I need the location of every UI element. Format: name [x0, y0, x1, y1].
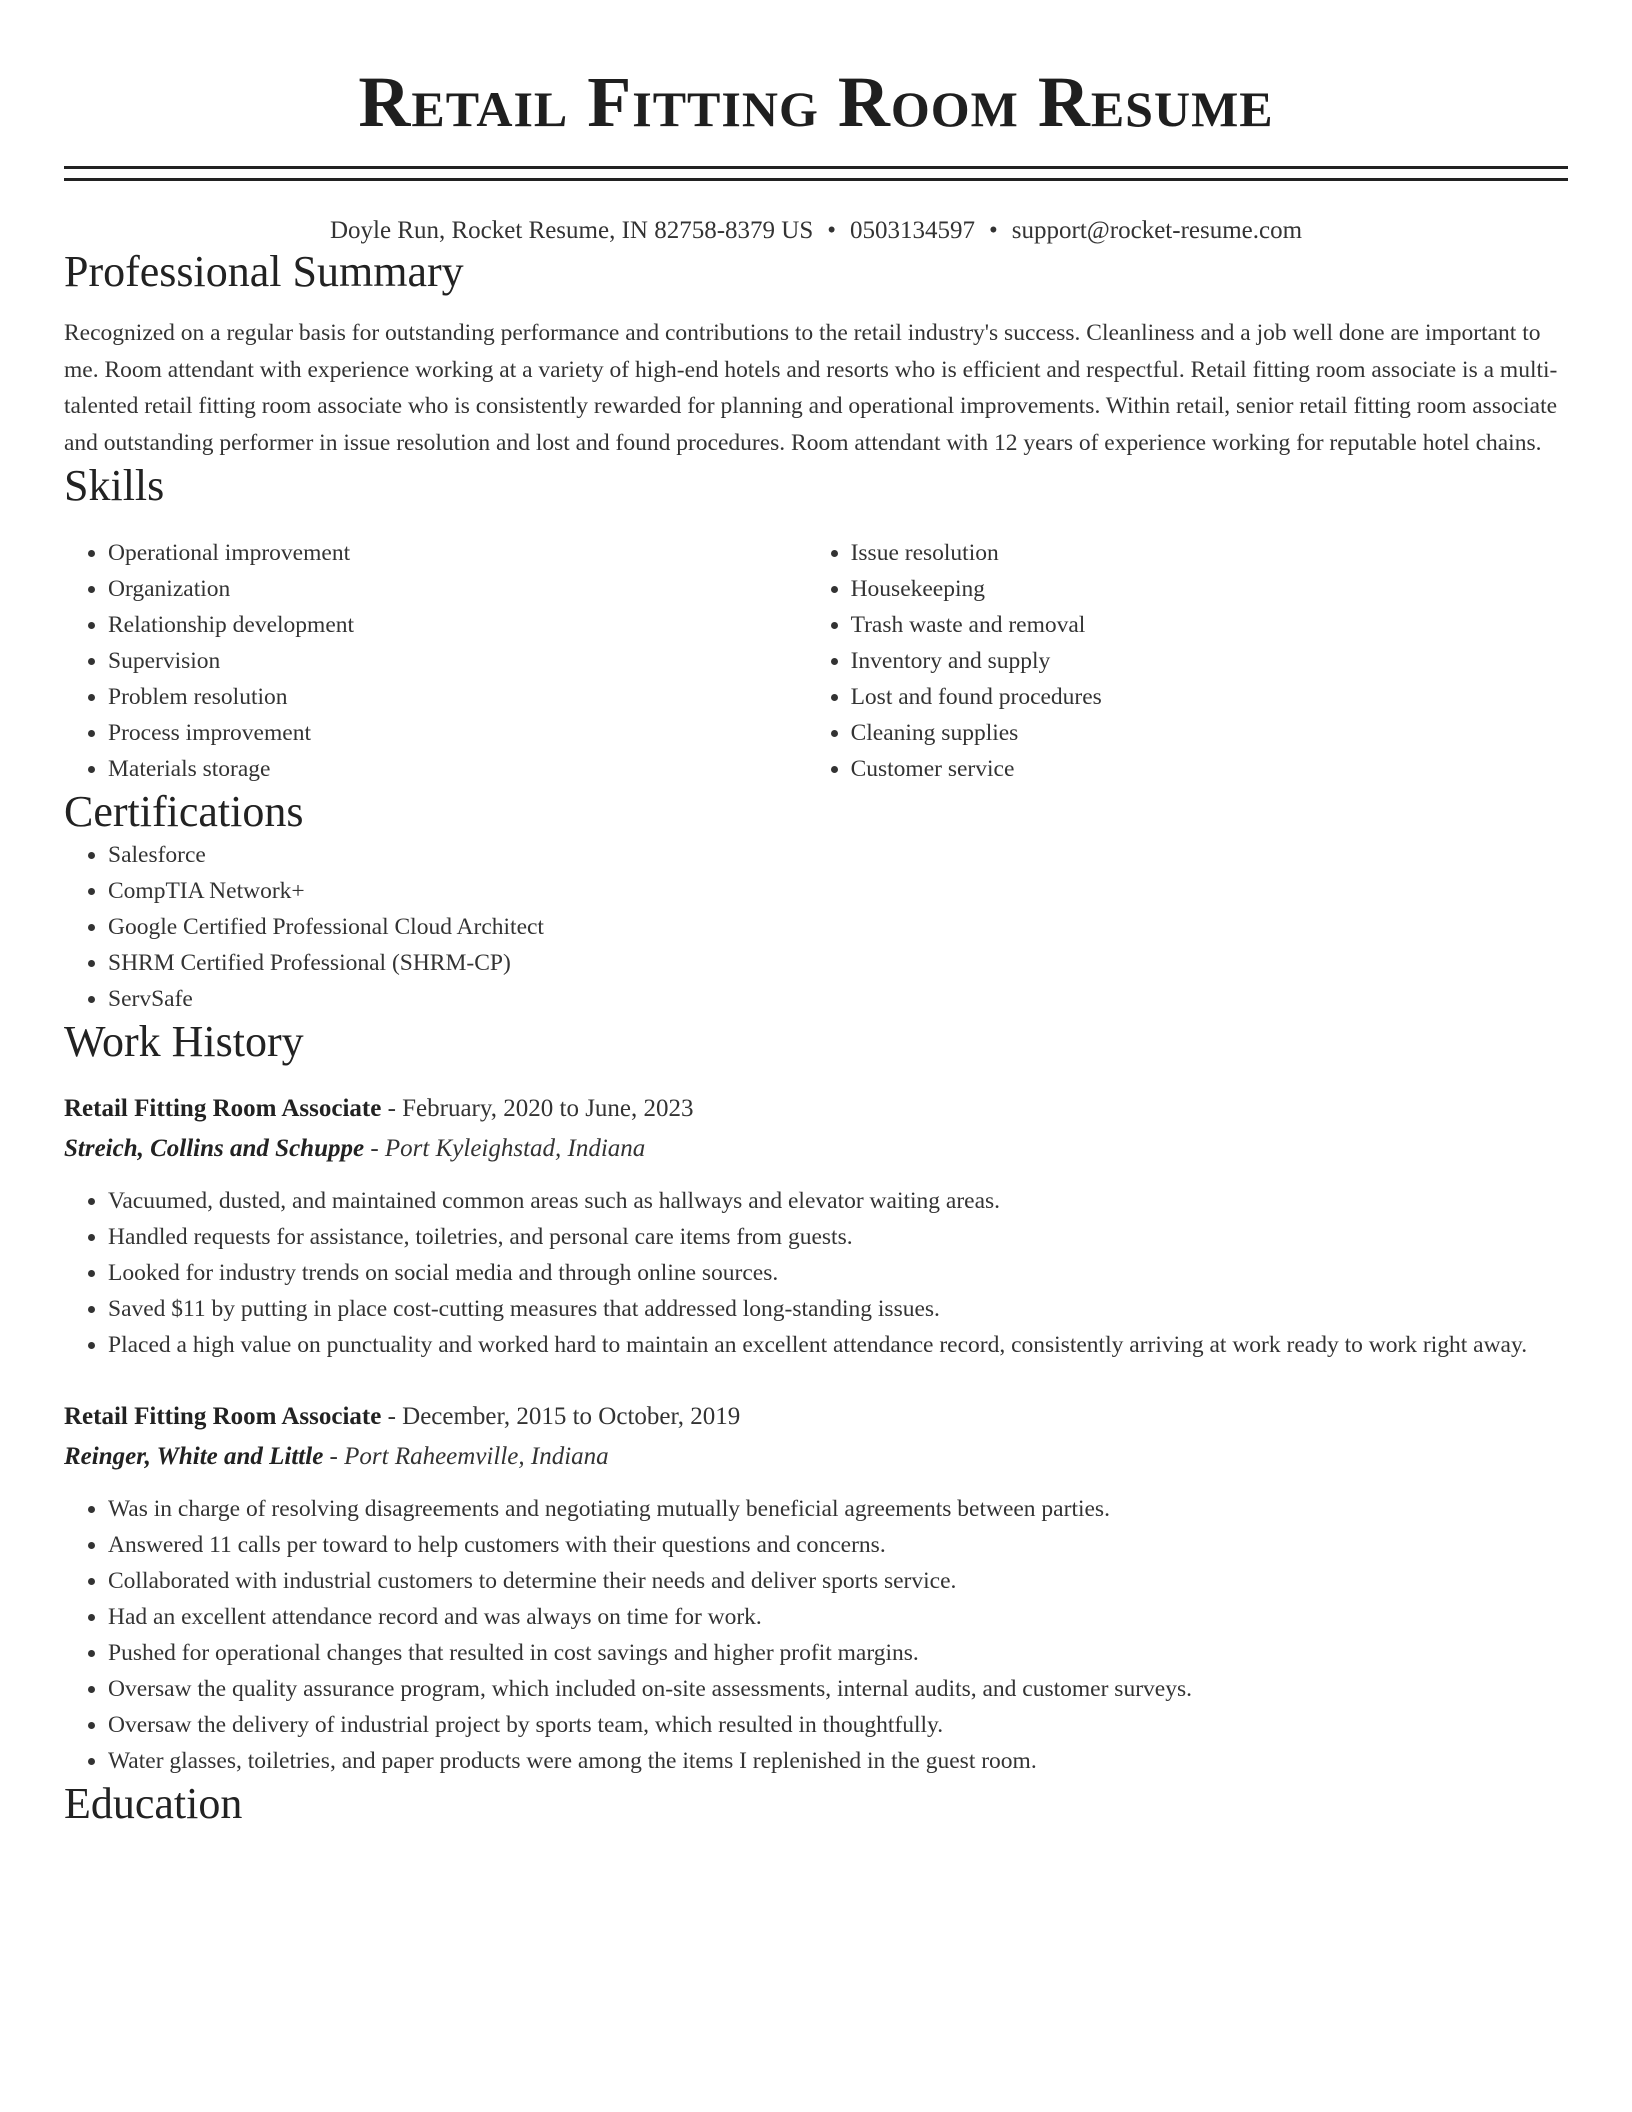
- job-company: Reinger, White and Little: [64, 1443, 324, 1470]
- job-entry: [64, 1397, 1568, 1779]
- skill-item: • Organization: [108, 571, 807, 607]
- work-history-heading: Work History: [64, 1017, 304, 1066]
- skill-item: • Problem resolution: [108, 679, 807, 715]
- job-bullet: • Looked for industry trends on social media and through online sources.: [108, 1255, 1568, 1291]
- skills-list-left: [64, 535, 807, 787]
- skill-item: • Supervision: [108, 643, 807, 679]
- job-bullet: • Answered 11 calls per toward to help customers with their questions and concerns.: [108, 1527, 1568, 1563]
- certification-item: • Google Certified Professional Cloud Architect: [108, 909, 1568, 945]
- job-title-line: [64, 1089, 1568, 1129]
- job-role: Retail Fitting Room Associate: [64, 1095, 382, 1122]
- job-title-line: [64, 1397, 1568, 1437]
- job-bullet: • Was in charge of resolving disagreements and negotiating mutually beneficial agreements between parties.: [108, 1491, 1568, 1527]
- skill-item: • Lost and found procedures: [851, 679, 1568, 715]
- skill-item: • Inventory and supply: [851, 643, 1568, 679]
- skill-item: • Process improvement: [108, 715, 807, 751]
- skill-item: • Materials storage: [108, 751, 807, 787]
- job-company-line: [64, 1437, 1568, 1477]
- skills-columns: [64, 535, 1568, 787]
- job-dates: - December, 2015 to October, 2019: [381, 1403, 741, 1430]
- certification-item: • ServSafe: [108, 981, 1568, 1017]
- job-bullet: • Pushed for operational changes that resulted in cost savings and higher profit margins.: [108, 1635, 1568, 1671]
- job-bullet: • Oversaw the quality assurance program, which included on-site assessments, internal audits, and customer surveys.: [108, 1671, 1568, 1707]
- contact-phone: 0503134597: [850, 217, 975, 244]
- contact-separator: •: [989, 217, 998, 244]
- skill-item: • Issue resolution: [851, 535, 1568, 571]
- job-company-line: [64, 1129, 1568, 1169]
- summary-heading: Professional Summary: [64, 247, 464, 296]
- contact-line: [64, 215, 1568, 247]
- skill-item: • Relationship development: [108, 607, 807, 643]
- certifications-heading: Certifications: [64, 787, 304, 836]
- job-bullet: • Placed a high value on punctuality and worked hard to maintain an excellent attendance record, consistently arriving at work ready to work right away.: [108, 1327, 1568, 1363]
- job-bullet: • Oversaw the delivery of industrial project by sports team, which resulted in thoughtfully.: [108, 1707, 1568, 1743]
- job-location: - Port Raheemville, Indiana: [323, 1443, 609, 1470]
- job-dates: - February, 2020 to June, 2023: [381, 1095, 694, 1122]
- skill-item: • Operational improvement: [108, 535, 807, 571]
- skill-item: • Customer service: [851, 751, 1568, 787]
- job-bullets: [64, 1491, 1568, 1779]
- job-company: Streich, Collins and Schuppe: [64, 1135, 365, 1162]
- skills-heading: Skills: [64, 461, 165, 510]
- job-bullet: • Had an excellent attendance record and was always on time for work.: [108, 1599, 1568, 1635]
- job-bullet: • Vacuumed, dusted, and maintained common areas such as hallways and elevator waiting areas.: [108, 1183, 1568, 1219]
- certification-item: • Salesforce: [108, 837, 1568, 873]
- job-location: - Port Kyleighstad, Indiana: [364, 1135, 646, 1162]
- skills-list-right: [807, 535, 1568, 787]
- summary-text: Recognized on a regular basis for outstanding performance and contributions to the retail industry's success. Cleanliness and a job well done are important to me. Room attendant with experience working at a variety of high-end hotels and resorts who is efficient and respectful. Retail fitting room associate is a multi-talented retail fitting room associate who is consistently rewarded for planning and operational improvements. Within retail, senior retail fitting room associate and outstanding performer in issue resolution and lost and found procedures. Room attendant with 12 years of experience working for reputable hotel chains.: [64, 320, 1558, 456]
- job-bullet: • Water glasses, toiletries, and paper products were among the items I replenished in the guest room.: [108, 1743, 1568, 1779]
- skill-item: • Trash waste and removal: [851, 607, 1568, 643]
- job-bullet: • Handled requests for assistance, toiletries, and personal care items from guests.: [108, 1219, 1568, 1255]
- certification-item: • CompTIA Network+: [108, 873, 1568, 909]
- certifications-list: [64, 837, 1568, 1017]
- title-double-rule: [64, 166, 1568, 181]
- education-heading: Education: [64, 1779, 243, 1828]
- contact-separator: •: [827, 217, 836, 244]
- job-role: Retail Fitting Room Associate: [64, 1403, 382, 1430]
- job-bullets: [64, 1183, 1568, 1363]
- job-bullet: • Collaborated with industrial customers to determine their needs and deliver sports service.: [108, 1563, 1568, 1599]
- contact-email: support@rocket-resume.com: [1011, 217, 1303, 244]
- certification-item: • SHRM Certified Professional (SHRM-CP): [108, 945, 1568, 981]
- job-entry: [64, 1089, 1568, 1363]
- job-bullet: • Saved $11 by putting in place cost-cutting measures that addressed long-standing issues.: [108, 1291, 1568, 1327]
- contact-address: Doyle Run, Rocket Resume, IN 82758-8379 US: [329, 217, 814, 244]
- skill-item: • Housekeeping: [851, 571, 1568, 607]
- skill-item: • Cleaning supplies: [851, 715, 1568, 751]
- resume-title: Retail Fitting Room Resume: [358, 62, 1274, 142]
